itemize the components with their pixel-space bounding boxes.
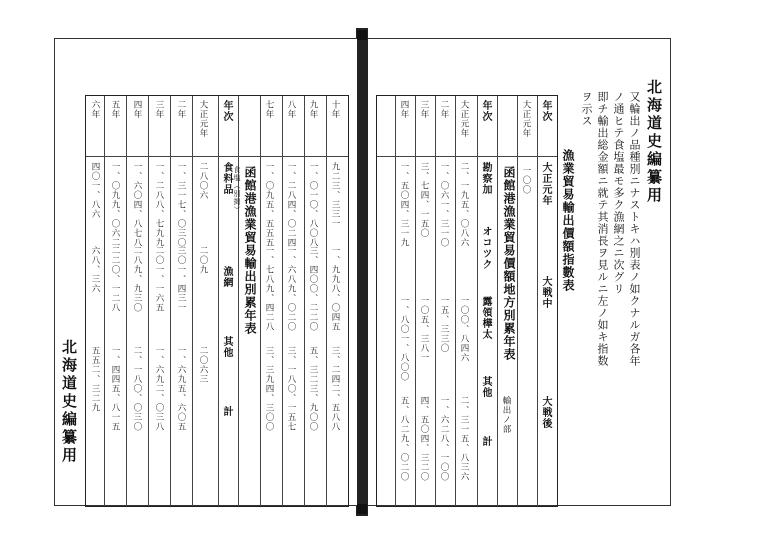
row-year: 三年 <box>154 100 164 119</box>
cell: 二二〇、一二八 <box>110 246 120 313</box>
row-year: 大正元年 <box>198 100 208 138</box>
cell: 三〇一、四三一 <box>176 246 186 313</box>
cell: 二、一八〇、〇三〇 <box>132 346 142 432</box>
cell: 一〇〇 <box>521 166 531 195</box>
row-year: 大正元年 <box>459 100 469 138</box>
t2-header-year: 年次 <box>480 100 491 122</box>
t1-header-base: 大正元年 <box>540 162 551 206</box>
cell: 一、六〇四、八七八 <box>132 162 142 248</box>
row-year: 二年 <box>439 100 449 119</box>
t2-header-other: 其他 <box>480 376 491 398</box>
left-running-header: 北海道史編纂用 <box>60 339 78 465</box>
t2-header-sakhalin: 露領樺太 <box>480 296 491 340</box>
cell: 六八、三六 <box>90 246 100 294</box>
cell: 五、三二三、九〇〇 <box>308 346 318 432</box>
cell: 一〇〇、八四六 <box>459 296 469 363</box>
cell: 三、一八〇、一五七 <box>286 346 296 432</box>
row-year: 八年 <box>286 100 296 119</box>
right-page <box>368 38 671 506</box>
spine-clip-top <box>357 30 367 40</box>
cell: 二八〇六 <box>198 162 208 200</box>
header-sub: 食塩（別掲） <box>233 166 241 214</box>
cell: 一〇五、三八一 <box>419 296 429 363</box>
cell: 一、七八九、四二八 <box>264 246 274 332</box>
row-year: 七年 <box>264 100 274 119</box>
cell: 一、五〇四、三一九 <box>399 162 409 248</box>
row-year: 四年 <box>132 100 142 119</box>
header-total: 計 <box>221 406 232 417</box>
t1-header-postwar: 大戦後 <box>540 396 551 429</box>
header-net: 漁網 <box>221 266 232 288</box>
cell: 一、六九五、六〇五 <box>176 346 186 432</box>
t2-header-kamchatka: 勘察加 <box>480 162 491 195</box>
cell: 一、〇六一、三一〇 <box>439 162 449 248</box>
cell: 一、二八八、七九九 <box>154 162 164 248</box>
row-year: 九年 <box>308 100 318 119</box>
header-other: 其他 <box>221 336 232 358</box>
left-page <box>54 38 357 506</box>
cell: 一、四四五、八一五 <box>110 346 120 432</box>
cell: 四〇一、八六 <box>90 162 100 219</box>
header-food: 食料品 <box>221 162 232 195</box>
cell: 二、一九五、〇八六 <box>459 162 469 248</box>
t1-header-war: 大戦中 <box>540 276 551 309</box>
cell: 一五、三三〇 <box>439 296 449 353</box>
cell: 三、二四二、五八八 <box>330 346 340 432</box>
cell: 一、〇一〇、八〇八 <box>308 162 318 248</box>
cell: 三、四〇〇、二二〇 <box>308 246 318 332</box>
cell: 二八九、九三〇 <box>132 246 142 313</box>
note-line-1: 又輪出ノ品種別ニナストキハ別表ノ如クナルガ各年 <box>628 91 641 367</box>
right-table <box>376 95 558 507</box>
cell: 二、三一五、八三六 <box>459 396 469 482</box>
note-line-4: ヲ示ス <box>580 91 593 127</box>
note-line-3: 即チ輸出総金額ニ就テ其消長ヲ見ルニ左ノ如キ指数 <box>596 91 609 367</box>
cell: 一、〇九五、五五五 <box>264 162 274 248</box>
row-year: 二年 <box>176 100 186 119</box>
t1-header-year: 年次 <box>540 100 551 122</box>
note-line-2: ノ通ヒテ食塩最モ多ク漁網之ニ次グリ <box>612 91 625 295</box>
cell: 一、八〇一、八〇〇 <box>399 296 409 382</box>
cell: 二〇六三 <box>198 346 208 384</box>
right-running-header: 北海道史編纂用 <box>645 79 663 205</box>
header-year: 年次 <box>221 100 232 122</box>
row-year: 五年 <box>110 100 120 119</box>
cell: 五、八二九、〇二〇 <box>399 396 409 482</box>
row-year: 大正元年 <box>521 100 531 138</box>
cell: 一、六九二、〇三八 <box>154 346 164 432</box>
cell: 一、二八四、〇二四 <box>286 162 296 248</box>
t2-header-okhotsk: オコツク <box>480 226 491 270</box>
cell: 三、三九四、三〇〇 <box>264 346 274 432</box>
cell: 二〇九 <box>198 246 208 275</box>
cell: 一、九九八、〇四五 <box>330 246 340 332</box>
cell: 四、五〇四、三二〇 <box>419 396 429 482</box>
t2-subtitle: 輸出ノ部 <box>501 396 511 434</box>
row-year: 四年 <box>399 100 409 119</box>
cell: 一、六二八、一〇〇 <box>439 396 449 482</box>
left-table-title: 函館港漁業貿易輸出別累年表 <box>243 166 257 335</box>
spine-clip-bottom <box>357 504 367 514</box>
table2-title: 函館港漁業貿易價額地方別累年表 <box>502 166 516 361</box>
cell: 三、七四、一五〇 <box>419 162 429 238</box>
book-spine <box>356 28 368 516</box>
t2-header-total: 計 <box>480 436 491 447</box>
cell: 五五二、三二九 <box>90 346 100 413</box>
row-year: 三年 <box>419 100 429 119</box>
cell: 九二三、三三一 <box>330 162 340 229</box>
cell: 一、〇九九、〇六二 <box>110 162 120 248</box>
cell: 一、六八九、〇二〇 <box>286 246 296 332</box>
table1-title: 漁業貿易輸出價額指數表 <box>561 149 575 292</box>
row-year: 六年 <box>90 100 100 119</box>
row-year: 十年 <box>330 100 340 119</box>
cell: 二〇一、一六五 <box>154 246 164 313</box>
cell: 一、三一七、〇三〇 <box>176 162 186 248</box>
left-table <box>85 95 349 507</box>
